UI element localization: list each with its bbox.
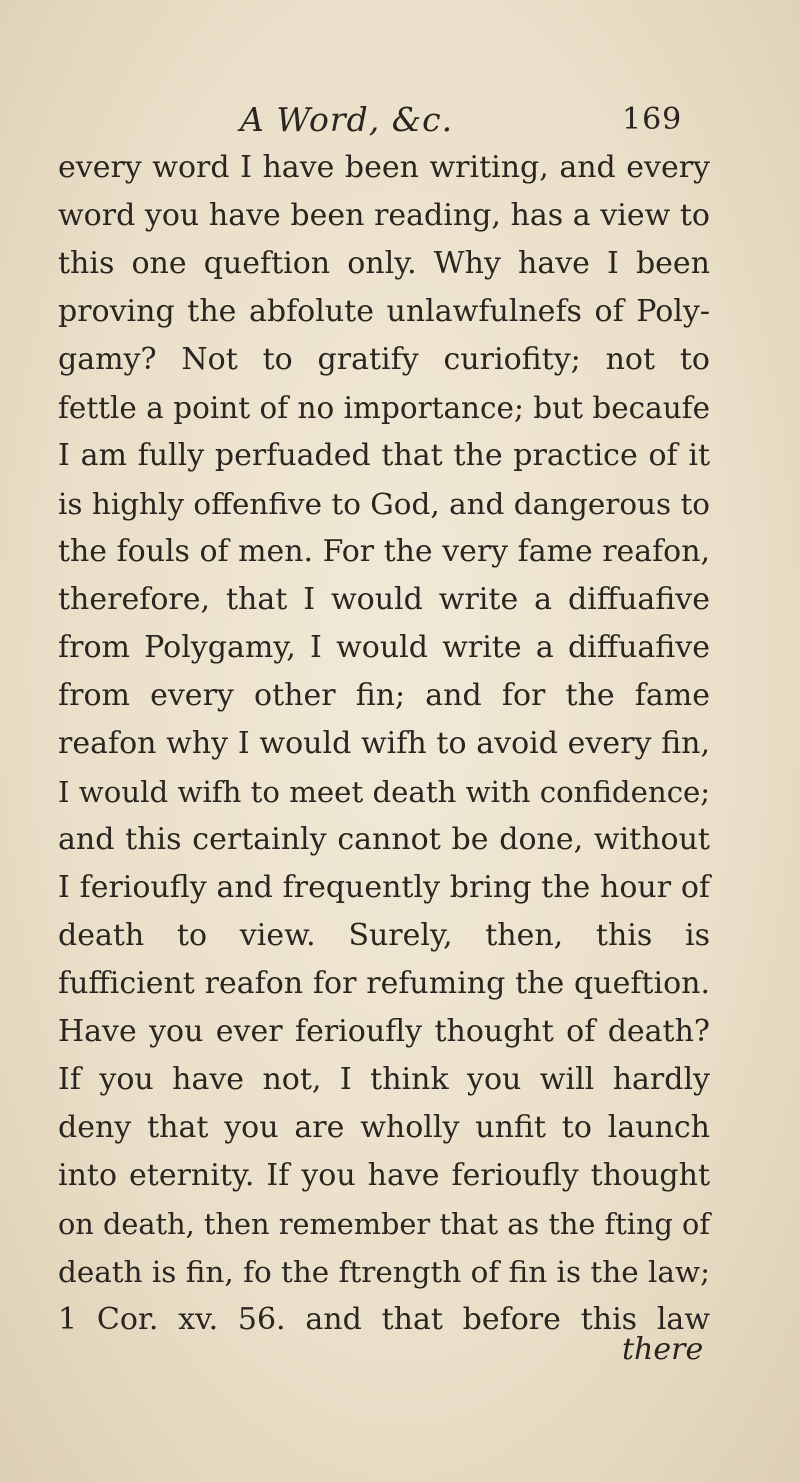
text-line: on death, then remember that as the fting of: [58, 1207, 710, 1241]
page-number: 169: [622, 102, 683, 137]
text-line: I ferioufly and frequently bring the hour of: [58, 870, 710, 905]
text-line: every word I have been writing, and every: [58, 150, 710, 185]
text-line: If you have not, I think you will hardly: [58, 1062, 710, 1097]
text-line: into eternity. If you have ferioufly thought: [58, 1158, 710, 1193]
text-line: gamy? Not to gratify curiofity; not to: [58, 342, 710, 377]
text-line: fufficient reafon for refuming the queftion.: [58, 966, 710, 1001]
text-line: the fouls of men. For the very fame reafon,: [58, 534, 710, 569]
text-line: from Polygamy, I would write a diffuafive: [58, 630, 710, 665]
text-line: word you have been reading, has a view to: [58, 198, 710, 233]
text-line: Have you ever ferioufly thought of death?: [58, 1014, 710, 1049]
text-line: from every other fin; and for the fame: [58, 678, 710, 713]
text-line: death is fin, fo the ftrength of fin is the law;: [58, 1255, 710, 1289]
text-line: and this certainly cannot be done, without: [58, 822, 710, 857]
running-head-title: A Word, &c.: [240, 100, 454, 139]
text-line: therefore, that I would write a diffuafive: [58, 582, 710, 617]
text-line: 1 Cor. xv. 56. and that before this law: [58, 1302, 710, 1337]
text-line: proving the abfolute unlawfulnefs of Poly-: [58, 294, 710, 329]
catchword: there: [622, 1332, 704, 1367]
text-line: deny that you are wholly unfit to launch: [58, 1110, 710, 1145]
text-line: is highly offenfive to God, and dangerous to: [58, 487, 710, 521]
running-head: [0, 100, 800, 140]
text-line: reafon why I would wifh to avoid every fin,: [58, 726, 710, 761]
text-line: I am fully perfuaded that the practice of it: [58, 438, 710, 473]
text-line: I would wifh to meet death with confidence;: [58, 775, 711, 809]
text-line: death to view. Surely, then, this is: [58, 918, 710, 953]
text-line: fettle a point of no importance; but becaufe: [58, 391, 710, 425]
text-line: this one queftion only. Why have I been: [58, 246, 710, 281]
